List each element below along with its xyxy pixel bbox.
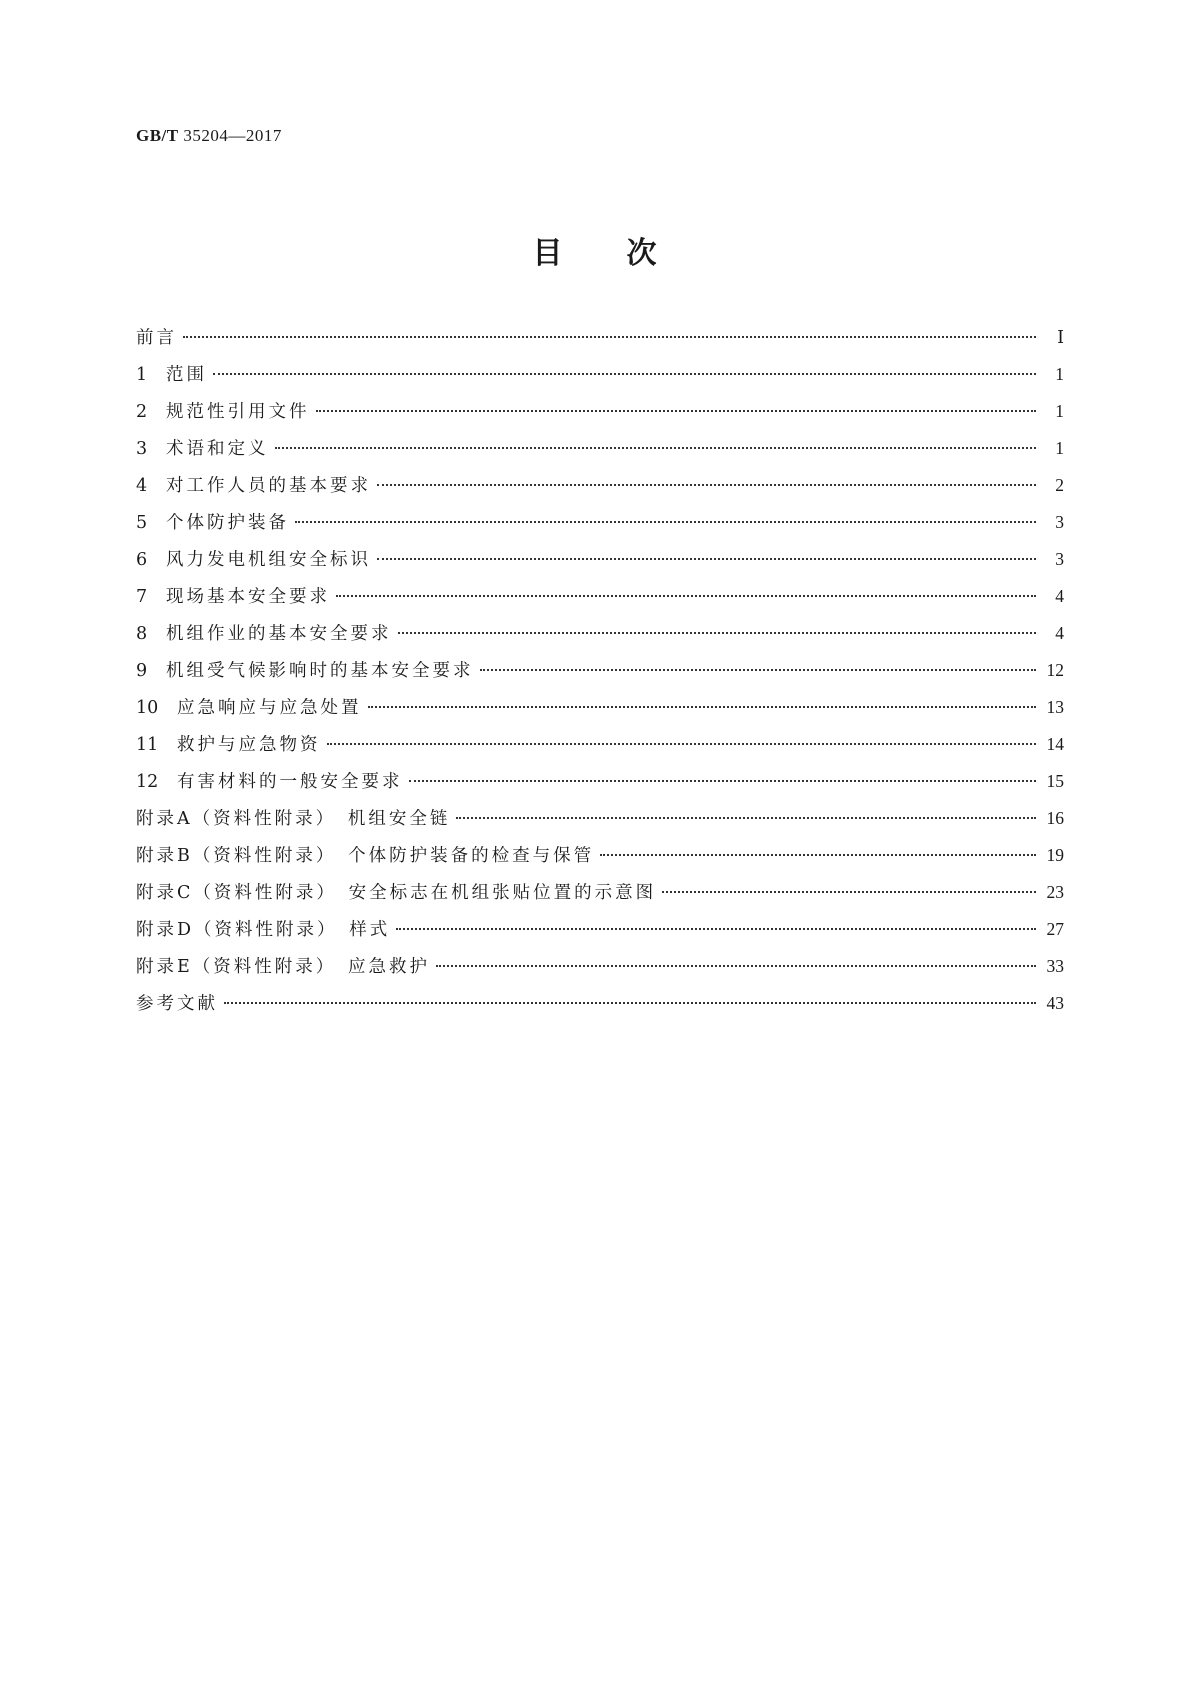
- toc-entry-number: 5: [136, 513, 148, 533]
- toc-entry-label: 对工作人员的基本要求: [166, 476, 371, 496]
- toc-leader-dots: [398, 632, 1037, 634]
- toc-entry-number: 11: [136, 735, 159, 755]
- toc-entry-label: 风力发电机组安全标识: [166, 550, 371, 570]
- document-code-number: 35204—2017: [178, 126, 282, 145]
- page-title-char-2: 次: [626, 236, 659, 271]
- toc-entry-number: 12: [136, 772, 159, 792]
- toc-entry-page: 15: [1046, 771, 1064, 791]
- toc-leader-dots: [396, 928, 1036, 930]
- toc-entry-label: 应急响应与应急处置: [177, 698, 362, 718]
- toc-entry-7[interactable]: [136, 583, 1064, 620]
- toc-entry-page: Ⅰ: [1057, 327, 1064, 347]
- toc-entry-11[interactable]: [136, 731, 1064, 768]
- toc-leader-dots: [456, 817, 1036, 819]
- toc-leader-dots: [213, 373, 1036, 375]
- toc-entry-label: 救护与应急物资: [177, 735, 321, 755]
- toc-entry-label: 术语和定义: [166, 439, 269, 459]
- toc-entry-page: 19: [1046, 845, 1064, 865]
- toc-entry-10[interactable]: [136, 694, 1064, 731]
- toc-leader-dots: [183, 336, 1036, 338]
- toc-leader-dots: [377, 484, 1036, 486]
- toc-entry-appendix-a[interactable]: [136, 805, 1064, 842]
- toc-entry-number: 2: [136, 402, 148, 422]
- toc-entry-number: 6: [136, 550, 148, 570]
- toc-entry-appendix-c[interactable]: [136, 879, 1064, 916]
- toc-entry-label: 附录A（资料性附录） 机组安全链: [136, 809, 451, 829]
- toc-entry-label: 范围: [166, 365, 207, 385]
- toc-leader-dots: [275, 447, 1037, 449]
- toc-entry-page: 16: [1046, 808, 1064, 828]
- toc-entry-appendix-e[interactable]: [136, 953, 1064, 990]
- toc-entry-label: 前言: [136, 328, 177, 348]
- toc-entry-number: 1: [136, 365, 148, 385]
- toc-entry-page: 27: [1046, 919, 1064, 939]
- toc-entry-page: 13: [1046, 697, 1064, 717]
- toc-entry-4[interactable]: [136, 472, 1064, 509]
- toc-entry-page: 1: [1055, 364, 1064, 384]
- toc-entry-page: 3: [1055, 512, 1064, 532]
- toc-leader-dots: [436, 965, 1036, 967]
- toc-leader-dots: [368, 706, 1037, 708]
- toc-entry-5[interactable]: [136, 509, 1064, 546]
- page-title: [0, 228, 1191, 272]
- toc-entry-preface[interactable]: [136, 324, 1064, 361]
- toc-entry-appendix-b[interactable]: [136, 842, 1064, 879]
- toc-entry-page: 1: [1055, 438, 1064, 458]
- document-code: [136, 126, 282, 146]
- toc-entry-number: 8: [136, 624, 148, 644]
- toc-leader-dots: [327, 743, 1037, 745]
- toc-entry-label: 参考文献: [136, 994, 218, 1014]
- toc-leader-dots: [336, 595, 1036, 597]
- toc-entry-label: 附录E（资料性附录） 应急救护: [136, 957, 431, 977]
- toc-leader-dots: [377, 558, 1036, 560]
- toc-entry-number: 9: [136, 661, 148, 681]
- toc-entry-number: 3: [136, 439, 148, 459]
- toc-entry-page: 12: [1046, 660, 1064, 680]
- toc-leader-dots: [480, 669, 1037, 671]
- toc-entry-number: 7: [136, 587, 148, 607]
- toc-entry-1[interactable]: [136, 361, 1064, 398]
- toc-entry-page: 43: [1046, 993, 1064, 1013]
- table-of-contents: [136, 324, 1064, 1027]
- toc-entry-label: 附录B（资料性附录） 个体防护装备的检查与保管: [136, 846, 595, 866]
- toc-entry-number: 4: [136, 476, 148, 496]
- toc-entry-page: 4: [1055, 586, 1064, 606]
- toc-entry-references[interactable]: [136, 990, 1064, 1027]
- toc-entry-appendix-d[interactable]: [136, 916, 1064, 953]
- toc-entry-label: 规范性引用文件: [166, 402, 310, 422]
- toc-entry-6[interactable]: [136, 546, 1064, 583]
- toc-entry-page: 2: [1055, 475, 1064, 495]
- document-code-prefix: GB/T: [136, 126, 179, 145]
- toc-entry-page: 3: [1055, 549, 1064, 569]
- toc-entry-12[interactable]: [136, 768, 1064, 805]
- toc-leader-dots: [600, 854, 1036, 856]
- toc-entry-label: 附录D（资料性附录） 样式: [136, 920, 391, 940]
- toc-entry-page: 33: [1046, 956, 1064, 976]
- toc-entry-page: 4: [1055, 623, 1064, 643]
- toc-entry-2[interactable]: [136, 398, 1064, 435]
- toc-entry-page: 14: [1046, 734, 1064, 754]
- page-title-char-1: 目: [532, 236, 565, 271]
- toc-entry-label: 机组受气候影响时的基本安全要求: [166, 661, 474, 681]
- toc-leader-dots: [662, 891, 1036, 893]
- toc-entry-page: 1: [1055, 401, 1064, 421]
- toc-entry-label: 现场基本安全要求: [166, 587, 330, 607]
- toc-leader-dots: [224, 1002, 1036, 1004]
- toc-entry-8[interactable]: [136, 620, 1064, 657]
- toc-leader-dots: [295, 521, 1036, 523]
- toc-entry-9[interactable]: [136, 657, 1064, 694]
- toc-entry-number: 10: [136, 698, 159, 718]
- toc-entry-label: 机组作业的基本安全要求: [166, 624, 392, 644]
- toc-leader-dots: [409, 780, 1037, 782]
- toc-entry-label: 有害材料的一般安全要求: [177, 772, 403, 792]
- toc-entry-page: 23: [1046, 882, 1064, 902]
- toc-entry-3[interactable]: [136, 435, 1064, 472]
- toc-leader-dots: [316, 410, 1037, 412]
- toc-entry-label: 个体防护装备: [166, 513, 289, 533]
- toc-entry-label: 附录C（资料性附录） 安全标志在机组张贴位置的示意图: [136, 883, 657, 903]
